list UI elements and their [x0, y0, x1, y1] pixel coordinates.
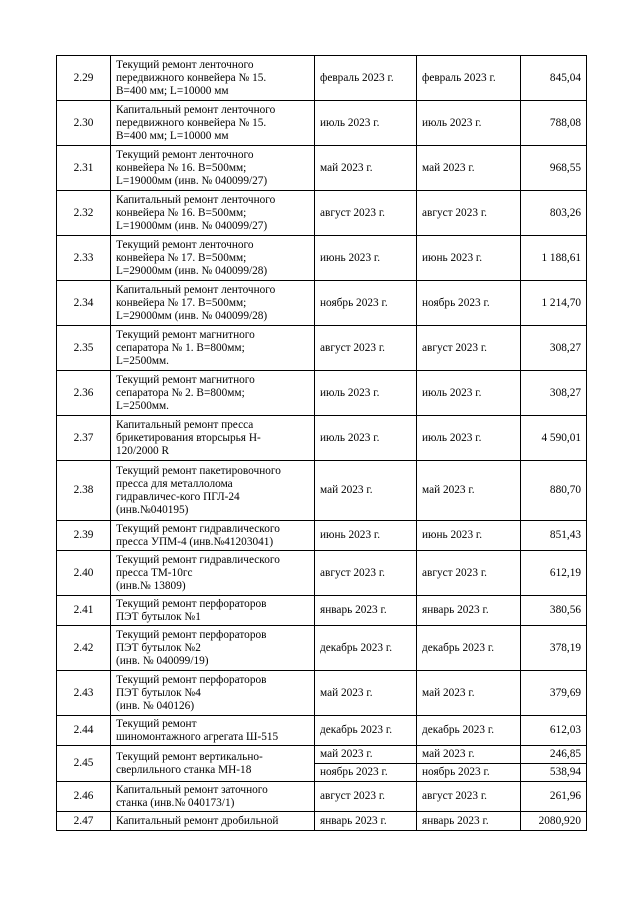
row-number: 2.39 [57, 521, 111, 551]
start-date: февраль 2023 г. [315, 56, 417, 101]
work-description: Текущий ремонт ленточного конвейера № 16. В=500мм; L=19000мм (инв. № 040099/27) [111, 146, 315, 191]
repair-schedule-sheet [56, 55, 587, 831]
work-description: Капитальный ремонт дробильной [111, 812, 315, 831]
cost-value: 246,85 [521, 746, 587, 764]
cost-value: 803,26 [521, 191, 587, 236]
end-date: июнь 2023 г. [417, 521, 521, 551]
start-date: май 2023 г. [315, 146, 417, 191]
start-date: ноябрь 2023 г. [315, 281, 417, 326]
start-date: июль 2023 г. [315, 371, 417, 416]
row-number: 2.37 [57, 416, 111, 461]
end-date: январь 2023 г. [417, 596, 521, 626]
start-date: август 2023 г. [315, 191, 417, 236]
end-date: январь 2023 г. [417, 812, 521, 831]
work-description: Текущий ремонт перфораторов ПЭТ бутылок №1 [111, 596, 315, 626]
work-description: Текущий ремонт гидравлического пресса УПМ-4 (инв.№41203041) [111, 521, 315, 551]
end-date: август 2023 г. [417, 782, 521, 812]
work-description: Текущий ремонт магнитного сепаратора № 1. В=800мм; L=2500мм. [111, 326, 315, 371]
work-description: Текущий ремонт вертикально- сверлильного станка МН-18 [111, 746, 315, 782]
table-body [57, 56, 587, 831]
work-description: Текущий ремонт шиномонтажного агрегата Ш-515 [111, 716, 315, 746]
start-date: август 2023 г. [315, 782, 417, 812]
cost-value: 379,69 [521, 671, 587, 716]
start-date: декабрь 2023 г. [315, 626, 417, 671]
end-date: август 2023 г. [417, 326, 521, 371]
start-date: май 2023 г. [315, 461, 417, 521]
table-row [57, 716, 587, 746]
end-date: май 2023 г. [417, 671, 521, 716]
row-number: 2.45 [57, 746, 111, 782]
end-date: декабрь 2023 г. [417, 716, 521, 746]
start-date: июль 2023 г. [315, 101, 417, 146]
start-date: январь 2023 г. [315, 596, 417, 626]
cost-value: 612,03 [521, 716, 587, 746]
row-number: 2.44 [57, 716, 111, 746]
table-row [57, 812, 587, 831]
work-description: Капитальный ремонт пресса брикетирования вторсырья Н- 120/2000 R [111, 416, 315, 461]
table-row [57, 371, 587, 416]
cost-value: 788,08 [521, 101, 587, 146]
row-number: 2.33 [57, 236, 111, 281]
work-description: Текущий ремонт ленточного конвейера № 17. В=500мм; L=29000мм (инв. № 040099/28) [111, 236, 315, 281]
end-date: июль 2023 г. [417, 416, 521, 461]
table-row [57, 191, 587, 236]
start-date: июль 2023 г. [315, 416, 417, 461]
end-date: декабрь 2023 г. [417, 626, 521, 671]
end-date: ноябрь 2023 г. [417, 764, 521, 782]
start-date: август 2023 г. [315, 326, 417, 371]
work-description: Капитальный ремонт ленточного конвейера № 17. В=500мм; L=29000мм (инв. № 040099/28) [111, 281, 315, 326]
row-number: 2.47 [57, 812, 111, 831]
table-row [57, 782, 587, 812]
row-number: 2.46 [57, 782, 111, 812]
work-description: Капитальный ремонт ленточного конвейера № 16. В=500мм; L=19000мм (инв. № 040099/27) [111, 191, 315, 236]
row-number: 2.29 [57, 56, 111, 101]
end-date: ноябрь 2023 г. [417, 281, 521, 326]
table-row [57, 596, 587, 626]
table-row [57, 326, 587, 371]
work-description: Текущий ремонт ленточного передвижного конвейера № 15. В=400 мм; L=10000 мм [111, 56, 315, 101]
cost-value: 308,27 [521, 326, 587, 371]
start-date: май 2023 г. [315, 671, 417, 716]
cost-value: 2080,920 [521, 812, 587, 831]
work-description: Текущий ремонт магнитного сепаратора № 2. В=800мм; L=2500мм. [111, 371, 315, 416]
start-date: январь 2023 г. [315, 812, 417, 831]
cost-value: 538,94 [521, 764, 587, 782]
start-date: ноябрь 2023 г. [315, 764, 417, 782]
cost-value: 845,04 [521, 56, 587, 101]
cost-value: 378,19 [521, 626, 587, 671]
end-date: июль 2023 г. [417, 371, 521, 416]
cost-value: 1 214,70 [521, 281, 587, 326]
work-description: Текущий ремонт гидравлического пресса ТМ-10гс (инв.№ 13809) [111, 551, 315, 596]
row-number: 2.41 [57, 596, 111, 626]
row-number: 2.34 [57, 281, 111, 326]
row-number: 2.43 [57, 671, 111, 716]
end-date: май 2023 г. [417, 746, 521, 764]
end-date: февраль 2023 г. [417, 56, 521, 101]
row-number: 2.40 [57, 551, 111, 596]
end-date: май 2023 г. [417, 146, 521, 191]
repair-schedule-table [56, 55, 587, 831]
end-date: июль 2023 г. [417, 101, 521, 146]
row-number: 2.31 [57, 146, 111, 191]
row-number: 2.42 [57, 626, 111, 671]
table-row [57, 56, 587, 101]
cost-value: 4 590,01 [521, 416, 587, 461]
row-number: 2.30 [57, 101, 111, 146]
start-date: май 2023 г. [315, 746, 417, 764]
end-date: май 2023 г. [417, 461, 521, 521]
cost-value: 380,56 [521, 596, 587, 626]
start-date: июнь 2023 г. [315, 236, 417, 281]
table-row [57, 281, 587, 326]
start-date: август 2023 г. [315, 551, 417, 596]
row-number: 2.32 [57, 191, 111, 236]
cost-value: 308,27 [521, 371, 587, 416]
table-row [57, 236, 587, 281]
table-row [57, 521, 587, 551]
row-number: 2.35 [57, 326, 111, 371]
cost-value: 261,96 [521, 782, 587, 812]
table-row [57, 671, 587, 716]
row-number: 2.38 [57, 461, 111, 521]
end-date: июнь 2023 г. [417, 236, 521, 281]
table-row [57, 626, 587, 671]
cost-value: 968,55 [521, 146, 587, 191]
work-description: Текущий ремонт перфораторов ПЭТ бутылок №4 (инв. № 040126) [111, 671, 315, 716]
table-row [57, 551, 587, 596]
work-description: Текущий ремонт пакетировочного пресса для металлолома гидравличес-кого ПГЛ-24 (инв.№040195) [111, 461, 315, 521]
start-date: декабрь 2023 г. [315, 716, 417, 746]
table-row [57, 101, 587, 146]
end-date: август 2023 г. [417, 191, 521, 236]
cost-value: 1 188,61 [521, 236, 587, 281]
cost-value: 612,19 [521, 551, 587, 596]
work-description: Капитальный ремонт ленточного передвижного конвейера № 15. В=400 мм; L=10000 мм [111, 101, 315, 146]
work-description: Текущий ремонт перфораторов ПЭТ бутылок №2 (инв. № 040099/19) [111, 626, 315, 671]
table-row [57, 746, 587, 764]
start-date: июнь 2023 г. [315, 521, 417, 551]
table-row [57, 461, 587, 521]
cost-value: 880,70 [521, 461, 587, 521]
work-description: Капитальный ремонт заточного станка (инв.№ 040173/1) [111, 782, 315, 812]
cost-value: 851,43 [521, 521, 587, 551]
end-date: август 2023 г. [417, 551, 521, 596]
row-number: 2.36 [57, 371, 111, 416]
table-row [57, 416, 587, 461]
table-row [57, 146, 587, 191]
